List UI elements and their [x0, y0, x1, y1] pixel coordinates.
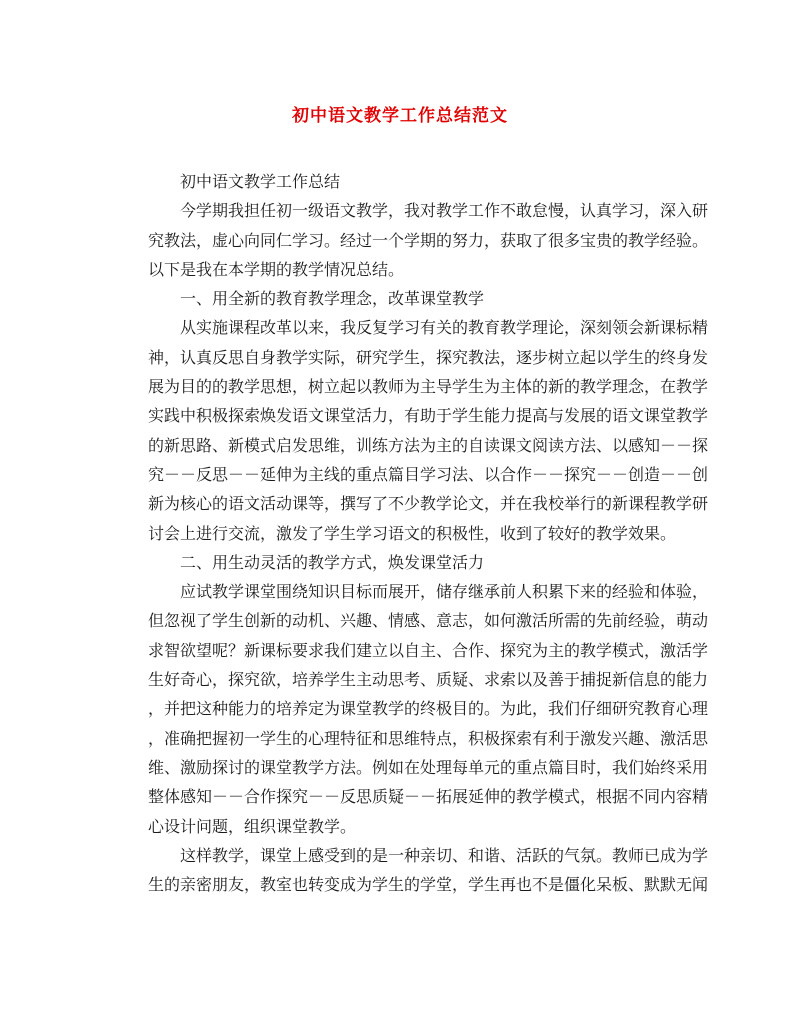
body-line: 究－－反思－－延伸为主线的重点篇目学习法、以合作－－探究－－创造－－创 [148, 464, 709, 484]
body-line: 求智欲望呢？新课标要求我们建立以自主、合作、探究为主的教学模式，激活学 [148, 640, 709, 660]
body-line: 讨会上进行交流，激发了学生学习语文的积极性，收到了较好的教学效果。 [148, 523, 677, 543]
body-line: 今学期我担任初一级语文教学，我对教学工作不敢怠慢，认真学习，深入研 [180, 201, 709, 221]
document-title: 初中语文教学工作总结范文 [292, 106, 508, 126]
body-line: 生好奇心，探究欲，培养学生主动思考、质疑、求索以及善于捕捉新信息的能力 [148, 670, 709, 690]
body-line: 整体感知－－合作探究－－反思质疑－－拓展延伸的教学模式，根据不同内容精 [148, 787, 709, 807]
body-line: 的新思路、新模式启发思维，训练方法为主的自读课文阅读方法、以感知－－探 [148, 435, 709, 455]
body-line: ，准确把握初一学生的心理特征和思维特点，积极探索有利于激发兴趣、激活思 [148, 728, 709, 748]
body-line: 维、激励探讨的课堂教学方法。例如在处理每单元的重点篇目时，我们始终采用 [148, 757, 709, 777]
body-line: 心设计问题，组织课堂教学。 [148, 816, 357, 836]
body-line: 但忽视了学生创新的动机、兴趣、情感、意志，如何激活所需的先前经验，萌动 [148, 611, 709, 631]
body-line: 神，认真反思自身教学实际，研究学生，探究教法，逐步树立起以学生的终身发 [148, 347, 709, 367]
body-line: ，并把这种能力的培养定为课堂教学的终极目的。为此，我们仔细研究教育心理 [148, 699, 709, 719]
body-line: 二、用生动灵活的教学方式，焕发课堂活力 [180, 552, 485, 572]
body-line: 从实施课程改革以来，我反复学习有关的教育教学理论，深刻领会新课标精 [180, 318, 709, 338]
document-body [148, 167, 709, 899]
body-line: 初中语文教学工作总结 [180, 172, 341, 191]
body-line: 究教法，虚心向同仁学习。经过一个学期的努力，获取了很多宝贵的教学经验。 [148, 230, 709, 250]
body-line: 生的亲密朋友，教室也转变成为学生的学堂，学生再也不是僵化呆板、默默无闻 [148, 875, 709, 895]
body-line: 新为核心的语文活动课等，撰写了不少教学论文，并在我校举行的新课程教学研 [148, 494, 709, 514]
body-line: 应试教学课堂围绕知识目标而展开，储存继承前人积累下来的经验和体验， [180, 582, 709, 602]
body-line: 实践中积极探索焕发语文课堂活力，有助于学生能力提高与发展的语文课堂教学 [148, 406, 709, 426]
body-line: 一、用全新的教育教学理念，改革课堂教学 [180, 289, 485, 309]
body-line: 这样教学，课堂上感受到的是一种亲切、和谐、活跃的气氛。教师已成为学 [180, 845, 709, 865]
body-line: 以下是我在本学期的教学情况总结。 [148, 259, 405, 279]
body-line: 展为目的的教学思想，树立起以教师为主导学生为主体的新的教学理念，在教学 [148, 377, 709, 397]
